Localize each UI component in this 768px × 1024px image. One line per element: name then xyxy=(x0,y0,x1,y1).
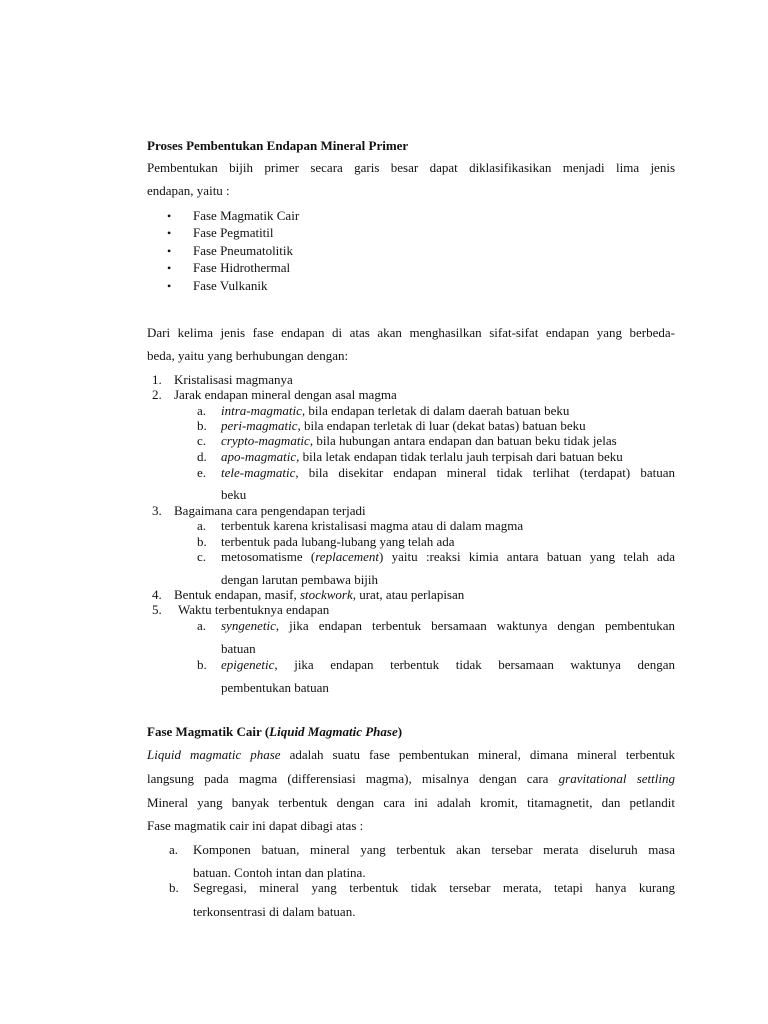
sub-label: d. xyxy=(197,449,207,464)
sub-item-continuation: terkonsentrasi di dalam batuan. xyxy=(193,904,356,919)
italic-term: gravitational settling xyxy=(558,771,676,786)
item-text: , urat, atau perlapisan xyxy=(352,587,465,602)
sub-label: b. xyxy=(169,880,179,895)
body-line-3: Mineral yang banyak terbentuk dengan cara ini adalah kromit, titamagnetit, dan petlandit xyxy=(147,795,675,810)
sub-item-text: metosomatisme ( xyxy=(221,549,316,564)
italic-term: tele-magmatic xyxy=(221,465,296,480)
title-text: Fase Magmatik Cair ( xyxy=(147,724,270,739)
intro-line-1: Pembentukan bijih primer secara garis besar dapat diklasifikasikan menjadi lima jenis xyxy=(147,160,675,175)
bullet-item: • Fase Vulkanik xyxy=(193,278,267,294)
body-text: adalah suatu fase pembentukan mineral, dimana mineral terbentuk xyxy=(280,747,675,762)
sub-item-text: , bila endapan terletak di dalam daerah batuan beku xyxy=(301,403,570,418)
italic-term: peri-magmatic xyxy=(221,418,298,433)
numbered-item: Kristalisasi magmanya xyxy=(174,372,293,387)
section-title-magmatic xyxy=(147,724,402,740)
sub-item-text: , bila endapan terletak di luar (dekat batas) batuan beku xyxy=(297,418,586,433)
sub-item-continuation: batuan xyxy=(221,641,256,656)
sub-label: b. xyxy=(197,534,207,549)
numbered-label: 4. xyxy=(152,587,162,602)
section-title-primary: Proses Pembentukan Endapan Mineral Primer xyxy=(147,138,409,153)
body-line-2 xyxy=(147,771,675,787)
sub-label: a. xyxy=(197,618,207,633)
sub-item-continuation: dengan larutan pembawa bijih xyxy=(221,572,379,587)
body-line-1 xyxy=(147,747,675,763)
sub-item: Komponen batuan, mineral yang terbentuk akan tersebar merata diseluruh masa xyxy=(193,842,675,857)
body-line-4: Fase magmatik cair ini dapat dibagi atas : xyxy=(147,818,364,833)
numbered-item xyxy=(174,587,464,603)
numbered-item: Waktu terbentuknya endapan xyxy=(178,602,330,617)
bullet-item: • Fase Magmatik Cair xyxy=(193,208,299,224)
numbered-label: 3. xyxy=(152,503,162,518)
title-italic: Liquid Magmatic Phase xyxy=(269,724,398,739)
sub-label: a. xyxy=(197,518,207,533)
sub-item xyxy=(221,418,586,434)
sub-item xyxy=(221,465,675,481)
title-text: ) xyxy=(397,724,403,739)
italic-term: intra-magmatic xyxy=(221,403,302,418)
sub-item xyxy=(221,618,675,634)
sub-item-continuation: pembentukan batuan xyxy=(221,680,329,695)
sub-item xyxy=(221,403,569,419)
italic-term: stockwork xyxy=(300,587,353,602)
bullet-item: • Fase Pegmatitil xyxy=(193,225,274,241)
sub-item: Segregasi, mineral yang terbentuk tidak tersebar merata, tetapi hanya kurang xyxy=(193,880,675,895)
italic-term: apo-magmatic xyxy=(221,449,297,464)
sub-item-continuation: beku xyxy=(221,487,247,502)
sub-label: a. xyxy=(197,403,207,418)
sub-item: terbentuk karena kristalisasi magma atau di dalam magma xyxy=(221,518,524,533)
sub-label: b. xyxy=(197,657,207,672)
item-text: Bentuk endapan, masif, xyxy=(174,587,300,602)
sub-item xyxy=(221,549,675,565)
sub-item-text: , jika endapan terbentuk tidak bersamaan waktunya dengan xyxy=(274,657,675,672)
body-text: langsung pada magma (differensiasi magma), misalnya dengan cara xyxy=(147,771,559,786)
italic-term: replacement xyxy=(315,549,380,564)
italic-term: syngenetic xyxy=(221,618,276,633)
sub-item xyxy=(221,433,617,449)
intro-line-2: endapan, yaitu : xyxy=(147,183,230,198)
numbered-label: 5. xyxy=(152,602,162,617)
sub-label: c. xyxy=(197,549,207,564)
sub-item-text: , bila disekitar endapan mineral tidak terlihat (terdapat) batuan xyxy=(295,465,675,480)
sub-item-text: , bila hubungan antara endapan dan batuan beku tidak jelas xyxy=(309,433,617,448)
sub-label: b. xyxy=(197,418,207,433)
sub-label: e. xyxy=(197,465,207,480)
sub-item-continuation: batuan. Contoh intan dan platina. xyxy=(193,865,366,880)
italic-term: Liquid magmatic phase xyxy=(147,747,281,762)
numbered-label: 1. xyxy=(152,372,162,387)
sub-item-text: ) yaitu :reaksi kimia antara batuan yang telah ada xyxy=(379,549,675,564)
bullet-item: • Fase Hidrothermal xyxy=(193,260,290,276)
sub-item-text: , bila letak endapan tidak terlalu jauh terpisah dari batuan beku xyxy=(296,449,623,464)
sub-item-text: , jika endapan terbentuk bersamaan waktunya dengan pembentukan xyxy=(275,618,675,633)
numbered-label: 2. xyxy=(152,387,162,402)
para-line-1: Dari kelima jenis fase endapan di atas akan menghasilkan sifat-sifat endapan yang berbeda- xyxy=(147,325,675,340)
italic-term: epigenetic xyxy=(221,657,275,672)
bullet-item: • Fase Pneumatolitik xyxy=(193,243,293,259)
sub-item xyxy=(221,657,675,673)
numbered-item: Jarak endapan mineral dengan asal magma xyxy=(174,387,397,402)
sub-item xyxy=(221,449,623,465)
sub-label: a. xyxy=(169,842,179,857)
italic-term: crypto-magmatic xyxy=(221,433,310,448)
sub-item: terbentuk pada lubang-lubang yang telah ada xyxy=(221,534,455,549)
numbered-item: Bagaimana cara pengendapan terjadi xyxy=(174,503,366,518)
sub-label: c. xyxy=(197,433,207,448)
para-line-2: beda, yaitu yang berhubungan dengan: xyxy=(147,348,349,363)
